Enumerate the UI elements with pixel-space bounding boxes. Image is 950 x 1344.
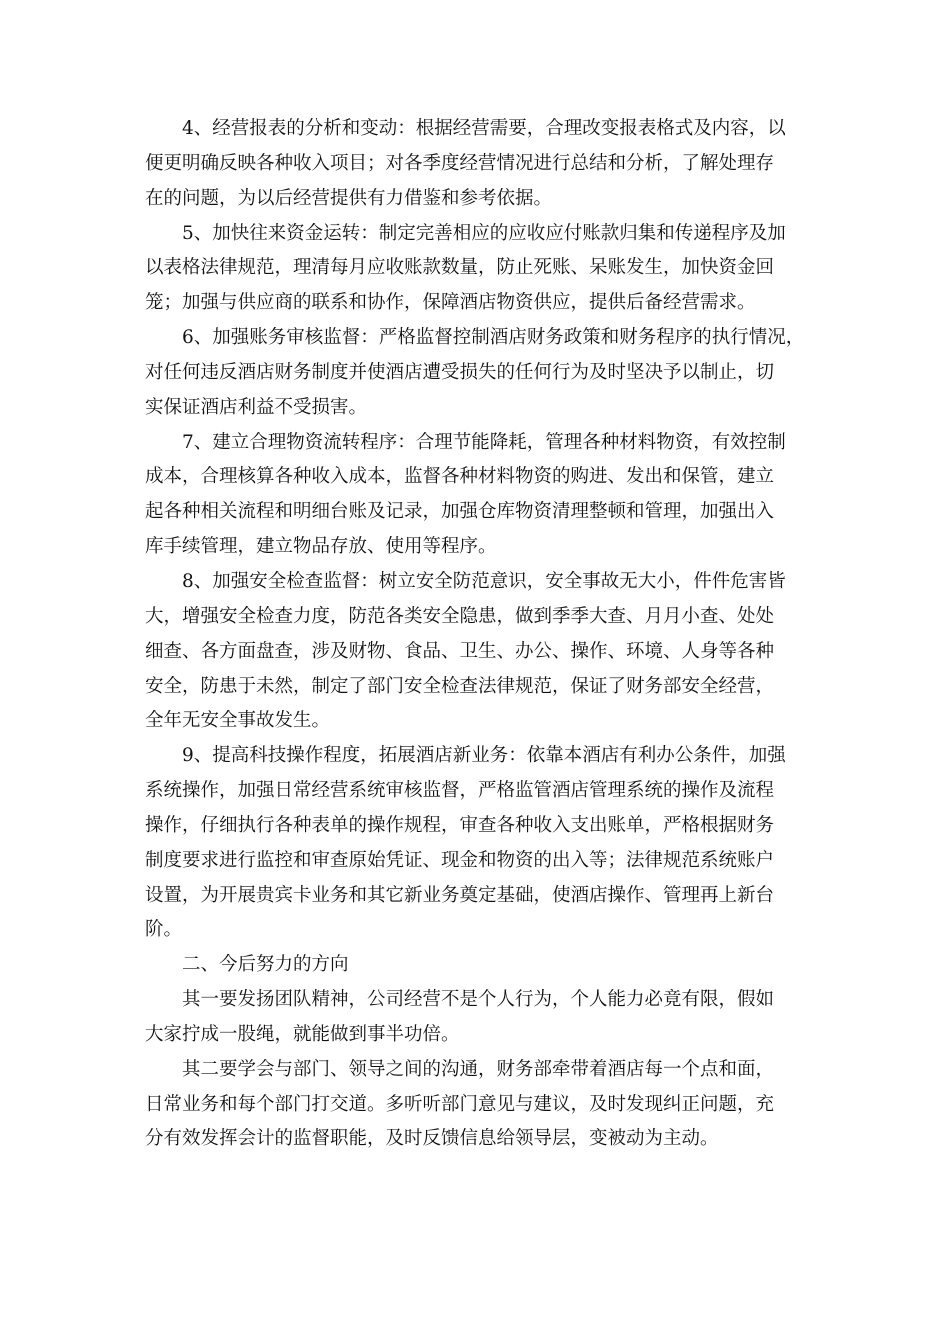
text-line: 5、加快往来资金运转：制定完善相应的应收应付账款归集和传递程序及加	[182, 222, 786, 244]
text-line: 系统操作，加强日常经营系统审核监督，严格监管酒店管理系统的操作及流程	[145, 780, 775, 802]
text-line: 便更明确反映各种收入项目；对各季度经营情况进行总结和分析，了解处理存	[145, 152, 775, 174]
text-line: 其一要发扬团队精神，公司经营不是个人行为，个人能力必竟有限，假如	[182, 989, 775, 1011]
text-line: 其二要学会与部门、领导之间的沟通，财务部牵带着酒店每一个点和面，	[182, 1058, 775, 1080]
document-body	[145, 112, 815, 1157]
text-line: 安全，防患于未然，制定了部门安全检查法律规范，保证了财务部安全经营，	[145, 675, 775, 697]
paragraph	[145, 426, 815, 565]
text-line: 全年无安全事故发生。	[145, 710, 331, 732]
text-line: 在的问题，为以后经营提供有力借鉴和参考依据。	[145, 187, 553, 209]
text-line: 实保证酒店利益不受损害。	[145, 396, 368, 418]
text-line: 分有效发挥会计的监督职能，及时反馈信息给领导层，变被动为主动。	[145, 1128, 719, 1150]
text-line: 细查、各方面盘查，涉及财物、食品、卫生、办公、操作、环境、人身等各种	[145, 640, 775, 662]
text-line: 6、加强账务审核监督：严格监督控制酒店财务政策和财务程序的执行情况，	[182, 327, 805, 349]
text-line: 成本，合理核算各种收入成本，监督各种材料物资的购进、发出和保管，建立	[145, 466, 775, 488]
text-line: 7、建立合理物资流转程序：合理节能降耗，管理各种材料物资，有效控制	[182, 431, 786, 453]
text-line: 大，增强安全检查力度，防范各类安全隐患，做到季季大查、月月小查、处处	[145, 605, 775, 627]
paragraph	[145, 948, 815, 983]
paragraph	[145, 739, 815, 948]
paragraph	[145, 983, 815, 1053]
text-line: 起各种相关流程和明细台账及记录，加强仓库物资清理整顿和管理，加强出入	[145, 501, 775, 523]
paragraph	[145, 112, 815, 217]
text-line: 制度要求进行监控和审查原始凭证、现金和物资的出入等；法律规范系统账户	[145, 849, 775, 871]
paragraph	[145, 1053, 815, 1158]
text-line: 笼；加强与供应商的联系和协作，保障酒店物资供应，提供后备经营需求。	[145, 292, 756, 314]
paragraph	[145, 217, 815, 322]
text-line: 4、经营报表的分析和变动：根据经营需要，合理改变报表格式及内容，以	[182, 118, 786, 139]
text-line: 操作，仔细执行各种表单的操作规程，审查各种收入支出账单，严格根据财务	[145, 814, 775, 836]
text-line: 日常业务和每个部门打交道。多听听部门意见与建议，及时发现纠正问题，充	[145, 1093, 775, 1115]
text-line: 8、加强安全检查监督：树立安全防范意识，安全事故无大小，件件危害皆	[182, 570, 786, 592]
text-line: 库手续管理，建立物品存放、使用等程序。	[145, 536, 497, 558]
text-line: 9、提高科技操作程度，拓展酒店新业务：依靠本酒店有利办公条件，加强	[182, 745, 786, 767]
text-line: 对任何违反酒店财务制度并使酒店遭受损失的任何行为及时坚决予以制止，切	[145, 361, 775, 383]
text-line: 设置，为开展贵宾卡业务和其它新业务奠定基础，使酒店操作、管理再上新台	[145, 884, 775, 906]
text-line: 二、今后努力的方向	[182, 954, 349, 976]
paragraph	[145, 321, 815, 426]
text-line: 以表格法律规范，理清每月应收账款数量，防止死账、呆账发生，加快资金回	[145, 257, 775, 279]
text-line: 阶。	[145, 919, 183, 941]
paragraph	[145, 565, 815, 739]
text-line: 大家拧成一股绳，就能做到事半功倍。	[145, 1023, 460, 1045]
